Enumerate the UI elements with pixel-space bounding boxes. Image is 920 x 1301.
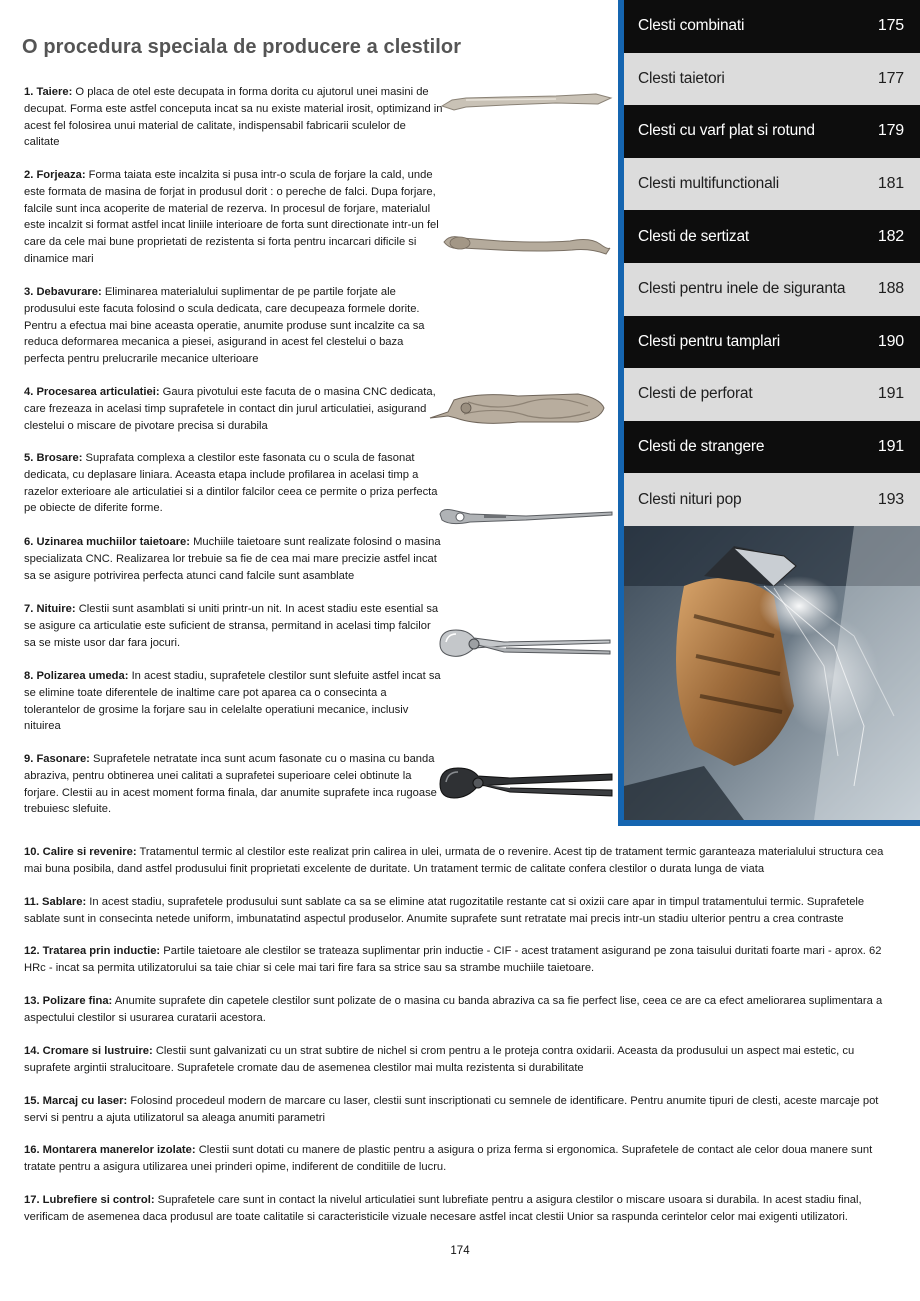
step-1 xyxy=(24,84,444,151)
index-item-page: 175 xyxy=(877,17,904,35)
step-12 xyxy=(24,943,902,977)
index-item-clesti-de-perforat[interactable] xyxy=(624,368,920,421)
index-item-page: 179 xyxy=(877,122,904,140)
riveted-pincers-illustration xyxy=(434,624,614,664)
step-text: Muchiile taietoare sunt realizate folosind o masina specializata CNC. Realizarea lor trebuie sa fie de cea mai mare precizie astfel incat sa se asigure potrivirea perfecta atunci cand falcile sunt asamblate xyxy=(24,536,441,582)
index-item-clesti-pentru-tamplari[interactable] xyxy=(624,316,920,369)
index-item-page: 190 xyxy=(877,332,904,350)
forged-jaws-illustration xyxy=(440,228,612,258)
step-label: 5. Brosare: xyxy=(24,452,83,464)
index-item-clesti-cu-varf-plat-si-rotund[interactable] xyxy=(624,105,920,158)
step-text: Eliminarea materialului suplimentar de pe partile forjate ale produsului este facuta folosind o scula dedicata, care decupeaza formele dorite. Pentru a efectua mai bine aceasta operatie, anumite produse sunt incalzite ca sa reduca deformarea mecanica a piesei, asigurand in acest fel clestelui o baza perfecta pentru prelucrarile mecanice ulterioare xyxy=(24,286,425,366)
index-item-page: 193 xyxy=(877,490,904,508)
step-label: 8. Polizarea umeda: xyxy=(24,670,129,682)
step-4 xyxy=(24,384,444,434)
chapter-index-panel xyxy=(618,0,920,826)
step-14 xyxy=(24,1043,902,1077)
index-item-page: 191 xyxy=(877,385,904,403)
step-label: 7. Nituire: xyxy=(24,603,76,615)
step-text: Tratamentul termic al clestilor este realizat prin calirea in ulei, urmata de o revenire. Acest tip de tratament termic garanteaza materialului structura cea mai buna posibila, dand astfel produsului finit proprietati excelente de duritate. Un tratament termic de calitate confera clestilor o durata lunga de viata xyxy=(24,846,884,875)
index-item-label: Clesti multifunctionali xyxy=(638,175,779,193)
step-label: 2. Forjeaza: xyxy=(24,169,86,181)
step-label: 14. Cromare si lustruire: xyxy=(24,1045,153,1057)
index-item-clesti-pentru-inele-de-siguranta[interactable] xyxy=(624,263,920,316)
step-6 xyxy=(24,534,444,584)
grinding-photo xyxy=(624,526,920,820)
index-item-clesti-combinati[interactable] xyxy=(624,0,920,53)
step-text: Anumite suprafete din capetele clestilor sunt polizate de o masina cu banda abraziva ca sa fie perfect lise, ceea ce are ca efect ameliorarea suplimentara a aspectului clestilor si usurarea curatarii acestora. xyxy=(24,995,883,1024)
step-15 xyxy=(24,1093,902,1127)
index-item-label: Clesti de perforat xyxy=(638,385,753,403)
step-label: 3. Debavurare: xyxy=(24,286,102,298)
index-item-clesti-multifunctionali[interactable] xyxy=(624,158,920,211)
index-item-clesti-de-sertizat[interactable] xyxy=(624,210,920,263)
step-text: Clestii sunt dotati cu manere de plastic pentru a asigura o priza ferma si ergonomica. Suprafetele de contact ale celor doua manere sunt tratate pentru a asigura utilizarea unei prinderi opime, indiferent de conditiile de lucru. xyxy=(24,1144,873,1173)
step-text: Forma taiata este incalzita si pusa intr-o scula de forjare la cald, unde este formata de masina de forjat in produsul dorit : o pereche de falci. Dupa forjare, falcile sunt inca acoperite de material de rezerva. In procesul de forjare, materialul este incalzit si format astfel incat liniile interioare de forta sunt directionate intr-un fel care da cele mai bune proprietati de rezistenta si forta pentru incarcari dificile si dinamice mari xyxy=(24,169,439,265)
index-item-clesti-taietori[interactable] xyxy=(624,53,920,106)
index-item-clesti-nituri-pop[interactable] xyxy=(624,473,920,526)
index-item-page: 188 xyxy=(877,280,904,298)
index-item-label: Clesti taietori xyxy=(638,69,725,87)
step-16 xyxy=(24,1142,902,1176)
index-item-label: Clesti pentru inele de siguranta xyxy=(638,280,846,298)
index-item-clesti-de-strangere[interactable] xyxy=(624,421,920,474)
broached-jaw-illustration xyxy=(436,504,614,530)
step-2 xyxy=(24,167,444,268)
index-item-label: Clesti nituri pop xyxy=(638,490,742,508)
index-item-label: Clesti cu varf plat si rotund xyxy=(638,122,815,140)
step-text: In acest stadiu, suprafetele produsului sunt sablate ca sa se elimine atat rugozitatile restante cat si oxizii care apar in timpul tratamentului termic. Suprafetele sablate sunt in consecinta netede uniform, imbunatatind aspectul produselor. Anumite suprafete sunt retratate mai precis intr-un stadiu ulterior pentru a crea contraste xyxy=(24,896,865,925)
step-10 xyxy=(24,844,902,878)
step-11 xyxy=(24,894,902,928)
index-item-label: Clesti de strangere xyxy=(638,438,765,456)
step-9 xyxy=(24,751,444,818)
index-item-page: 182 xyxy=(877,227,904,245)
index-item-page: 191 xyxy=(877,438,904,456)
step-label: 15. Marcaj cu laser: xyxy=(24,1095,128,1107)
step-label: 9. Fasonare: xyxy=(24,753,90,765)
step-text: Clestii sunt asamblati si uniti printr-un nit. In acest stadiu este esential sa se asigure ca articulatie este suficient de stransa, permitand in acelasi timp falcilor sa se miste usor dar fara jocuri. xyxy=(24,603,439,649)
chapter-index xyxy=(624,0,920,526)
step-text: Clestii sunt galvanizati cu un strat subtire de nichel si crom pentru a le proteja contra oxidarii. Aceasta da produsului un aspect mai estetic, cu suprafete argintii stralucitoare. Suprafetele cromate dau de asemenea clestilor mai multa rezistenta si durabilitate xyxy=(24,1045,855,1074)
step-text: Suprafetele care sunt in contact la nivelul articulatiei sunt lubrefiate pentru a asigura clestilor o miscare usoara si durabila. In acest stadiu final, verificam de asemenea daca produsul are toate calitatile si caracteristicile vizuale necesare astfel incat clestii Unior sa raspunda cerintelor celor mai exigenti utilizatori. xyxy=(24,1194,862,1223)
step-7 xyxy=(24,601,444,651)
articulation-processing-illustration xyxy=(428,388,608,430)
index-item-page: 181 xyxy=(877,175,904,193)
grinding-machine-illustration xyxy=(624,526,920,820)
step-text: Partile taietoare ale clestilor se trateaza suplimentar prin inductie - CIF - acest tratament asigurand pe zona taisului duritati foarte mari - aprox. 62 HRc - incat sa permita utilizatorului sa taie chiar si cele mai tari fire fara sa strice sau sa strambe muchiile taietoare. xyxy=(24,945,882,974)
index-item-label: Clesti pentru tamplari xyxy=(638,332,781,350)
step-text: Suprafetele netratate inca sunt acum fasonate cu o masina cu banda abraziva, pentru obtinerea unei calitati a suprafetei superioare celei obtinute la forjare. Clestii au in acest moment forma finala, dar anumite suprafete inca rugoase trebuiesc slefuite. xyxy=(24,753,437,816)
step-label: 17. Lubrefiere si control: xyxy=(24,1194,155,1206)
step-3 xyxy=(24,284,444,368)
step-label: 16. Montarera manerelor izolate: xyxy=(24,1144,196,1156)
step-label: 4. Procesarea articulatiei: xyxy=(24,386,160,398)
finished-pincers-illustration xyxy=(436,762,614,804)
step-label: 11. Sablare: xyxy=(24,896,87,908)
step-label: 6. Uzinarea muchiilor taietoare: xyxy=(24,536,190,548)
step-label: 12. Tratarea prin inductie: xyxy=(24,945,161,957)
step-text: O placa de otel este decupata in forma dorita cu ajutorul unei masini de decupat. Forma este astfel conceputa incat sa nu existe material irosit, optimizand in acest fel folosirea unui material de calitate, indispensabil fabricarii sculelor de calitate xyxy=(24,86,443,149)
index-item-page: 177 xyxy=(877,69,904,87)
cut-blank-illustration xyxy=(436,86,614,116)
step-text: In acest stadiu, suprafetele clestilor sunt slefuite astfel incat sa se elimine toate diferentele de inaltime care pot aparea ca o consecinta a tolerantelor de grosime la forjare sau in celelalte operatiuni mecanice, inclusiv nituirea xyxy=(24,670,441,733)
step-5 xyxy=(24,450,444,517)
step-13 xyxy=(24,993,902,1027)
step-text: Gaura pivotului este facuta de o masina CNC dedicata, care frezeaza in acelasi timp suprafetele in contact din jurul articulatiei, asigurand clestelui o miscare de pivotare precisa si durabila xyxy=(24,386,436,432)
step-17 xyxy=(24,1192,902,1226)
page-title: O procedura speciala de producere a clestilor xyxy=(22,36,462,58)
step-text: Folosind procedeul modern de marcare cu laser, clestii sunt inscriptionati cu semnele de identificare. Pentru anumite tipuri de clesti, aceste marcaje pot servi si pentru a ajuta utilizatorul sa aleaga anumiti parametri xyxy=(24,1095,879,1124)
step-text: Suprafata complexa a clestilor este fasonata cu o scula de fasonat dedicata, cu deplasare liniara. Aceasta etapa include profilarea in acelasi timp a razelor exterioare ale articulatiei si a dintilor falcilor ceea ce permite o priza perfecta pe obiecte de diferite forme. xyxy=(24,452,438,515)
step-label: 10. Calire si revenire: xyxy=(24,846,137,858)
index-item-label: Clesti de sertizat xyxy=(638,227,749,245)
index-item-label: Clesti combinati xyxy=(638,17,745,35)
step-label: 13. Polizare fina: xyxy=(24,995,113,1007)
page-number: 174 xyxy=(450,1245,470,1257)
step-label: 1. Taiere: xyxy=(24,86,73,98)
step-8 xyxy=(24,668,444,735)
